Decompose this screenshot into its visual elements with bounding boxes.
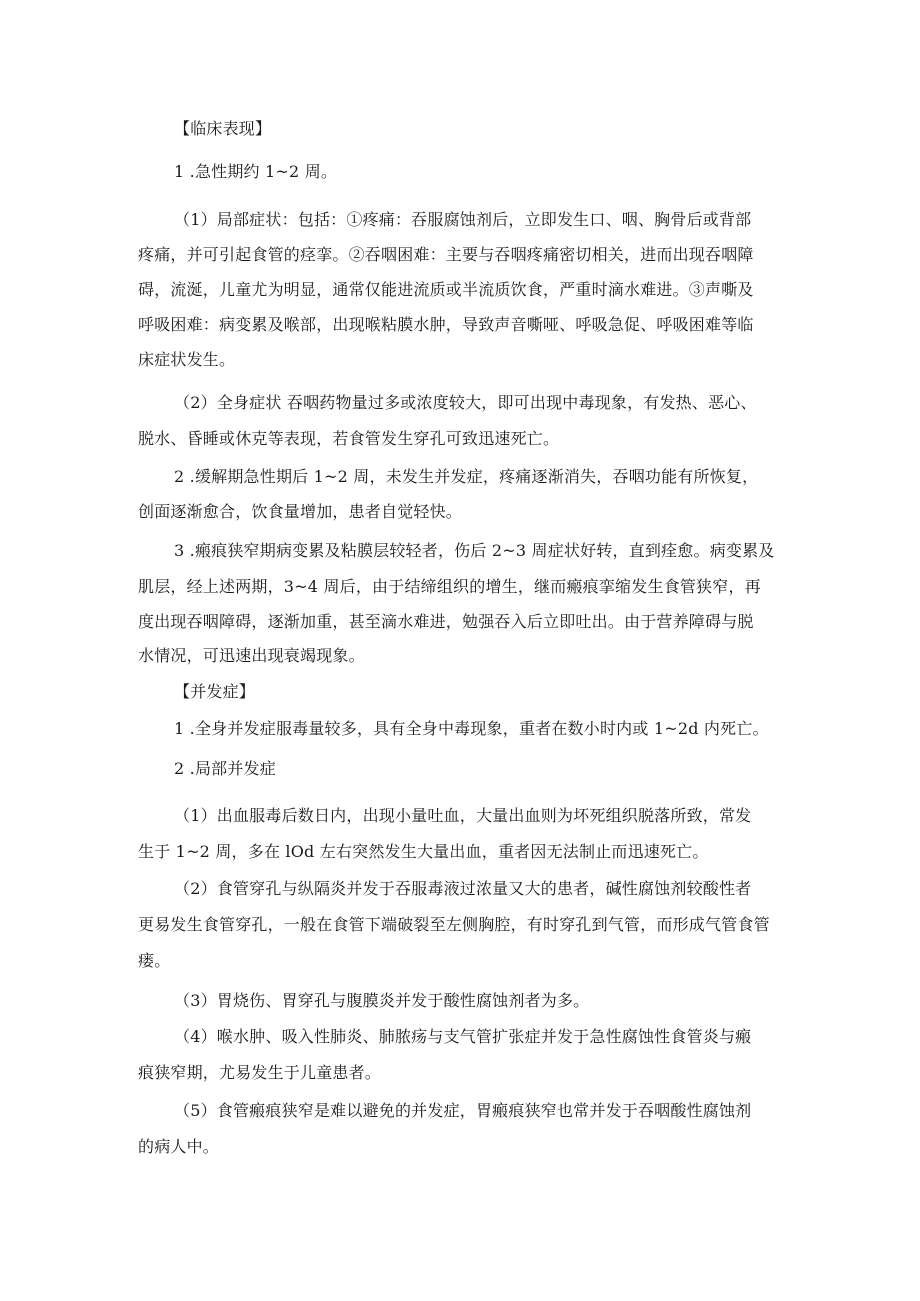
laryngeal-complication-line: （4）喉水肿、吸入性肺炎、肺脓疡与支气管扩张症并发于急性腐蚀性食管炎与瘢 xyxy=(174,1027,752,1046)
stomach-complication-line: （3）胃烧伤、胃穿孔与腹膜炎并发于酸性腐蚀剂者为多。 xyxy=(174,991,590,1010)
remission-phase-line: 创面逐渐愈合，饮食量增加，患者自觉轻快。 xyxy=(138,502,463,521)
systemic-symptoms-line: 脱水、昏睡或休克等表现，若食管发生穿孔可致迅速死亡。 xyxy=(138,429,560,448)
stricture-phase-line: 度出现吞咽障碍，逐渐加重，甚至滴水难进，勉强吞入后立即吐出。由于营养障碍与脱 xyxy=(138,612,754,631)
laryngeal-complication-line: 痕狭窄期，尤易发生于儿童患者。 xyxy=(138,1063,382,1082)
perforation-line: （2）食管穿孔与纵隔炎并发于吞服毒液过浓量又大的患者，碱性腐蚀剂较酸性者 xyxy=(174,879,752,898)
stricture-phase-line: 3 .瘢痕狭窄期病变累及粘膜层较轻者，伤后 2~3 周症状好转，直到痊愈。病变累及 xyxy=(174,541,775,560)
bleeding-line: （1）出血服毒后数日内，出现小量吐血，大量出血则为坏死组织脱落所致，常发 xyxy=(174,806,752,825)
perforation-line: 瘘。 xyxy=(138,951,171,970)
local-symptoms-line: 碍，流涎，儿童尤为明显，通常仅能进流质或半流质饮食，严重时滴水难进。③声嘶及 xyxy=(138,280,754,299)
stricture-phase-line: 水情况，可迅速出现衰竭现象。 xyxy=(138,646,365,665)
perforation-line: 更易发生食管穿孔，一般在食管下端破裂至左侧胸腔，有时穿孔到气管，而形成气管食管 xyxy=(138,915,770,934)
section-heading-clinical: 【临床表现】 xyxy=(174,119,272,138)
esophageal-stricture-line: （5）食管瘢痕狭窄是难以避免的并发症，胃瘢痕狭窄也常并发于吞咽酸性腐蚀剂 xyxy=(174,1101,752,1120)
section-heading-complications: 【并发症】 xyxy=(174,682,256,701)
local-complication-title: 2 .局部并发症 xyxy=(174,759,276,778)
bleeding-line: 生于 1~2 周，多在 lOd 左右突然发生大量出血，重者因无法制止而迅速死亡。 xyxy=(138,842,709,861)
acute-phase-title: 1 .急性期约 1~2 周。 xyxy=(174,162,338,181)
local-symptoms-line: 呼吸困难：病变累及喉部，出现喉粘膜水肿，导致声音嘶哑、呼吸急促、呼吸困难等临 xyxy=(138,315,754,334)
local-symptoms-line: 床症状发生。 xyxy=(138,350,236,369)
remission-phase-line: 2 .缓解期急性期后 1~2 周，未发生并发症，疼痛逐渐消失，吞咽功能有所恢复， xyxy=(174,467,759,486)
stricture-phase-line: 肌层，经上述两期，3~4 周后，由于结缔组织的增生，继而瘢痕挛缩发生食管狭窄，再 xyxy=(138,577,761,596)
local-symptoms-line: （1）局部症状：包括：①疼痛：吞服腐蚀剂后，立即发生口、咽、胸骨后或背部 xyxy=(174,210,752,229)
systemic-symptoms-line: （2）全身症状 吞咽药物量过多或浓度较大，即可出现中毒现象，有发热、恶心、 xyxy=(174,393,757,412)
esophageal-stricture-line: 的病人中。 xyxy=(138,1137,220,1156)
local-symptoms-line: 疼痛，并可引起食管的痉挛。②吞咽困难：主要与吞咽疼痛密切相关，进而出现吞咽障 xyxy=(138,245,754,264)
systemic-complication-line: 1 .全身并发症服毒量较多，具有全身中毒现象，重者在数小时内或 1~2d 内死亡。 xyxy=(174,719,769,738)
